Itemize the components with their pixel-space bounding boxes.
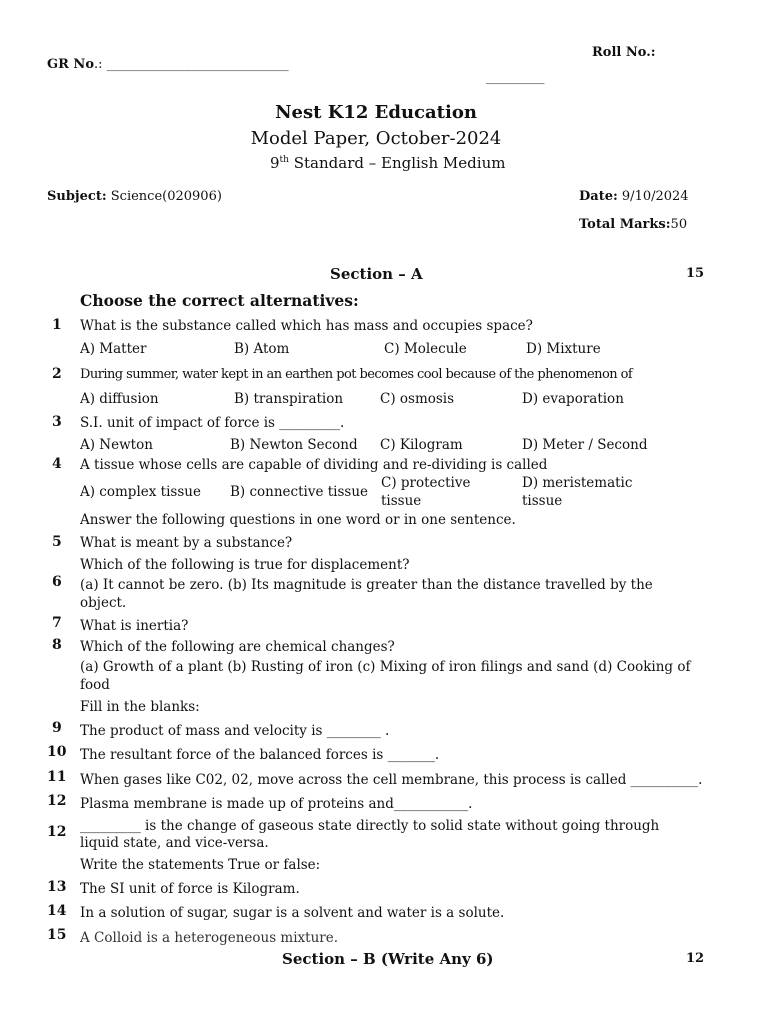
question-text: What is inertia? (80, 618, 189, 634)
roll-no-label: Roll No.: (592, 45, 656, 60)
question-text: The SI unit of force is Kilogram. (80, 881, 300, 897)
standard-text: Standard – English Medium (288, 154, 506, 172)
question-text: During summer, water kept in an earthen pot becomes cool because of the phenomenon of (80, 367, 633, 382)
roll-no-blank: _________ (486, 70, 545, 85)
question-number: 13 (47, 879, 67, 895)
option: A) diffusion (80, 391, 159, 407)
standard-suffix: th (279, 155, 289, 165)
gr-no-label: GR No (47, 57, 94, 72)
option: C) Kilogram (380, 437, 463, 453)
option: B) transpiration (234, 391, 344, 407)
question-number: 7 (52, 615, 62, 631)
date-value: 9/10/2024 (617, 189, 689, 204)
option: B) Newton Second (230, 437, 358, 453)
option-continued: tissue (381, 493, 422, 509)
question-text: A tissue whose cells are capable of dividing and re-dividing is called (80, 457, 548, 473)
question-number: 12 (47, 824, 67, 840)
question-number: 14 (47, 903, 67, 919)
question-text: object. (80, 595, 127, 611)
date (579, 189, 689, 204)
question-number: 1 (52, 317, 62, 333)
standard-number: 9 (270, 154, 280, 172)
question-text: S.I. unit of impact of force is _________. (80, 415, 345, 431)
question-number: 8 (52, 637, 62, 653)
subject (47, 189, 222, 204)
question-text: What is meant by a substance? (80, 535, 293, 551)
question-text: In a solution of sugar, sugar is a solvent and water is a solute. (80, 905, 505, 921)
question-text: Plasma membrane is made up of proteins and___________. (80, 796, 473, 812)
question-text: The resultant force of the balanced forces is _______. (80, 747, 440, 763)
fill-instruction: Fill in the blanks: (80, 699, 200, 715)
question-number: 2 (52, 366, 62, 382)
question-text: liquid state, and vice-versa. (80, 835, 269, 851)
option: D) Mixture (526, 341, 601, 357)
option: D) Meter / Second (522, 437, 648, 453)
question-number: 12 (47, 793, 67, 809)
question-text: When gases like C02, 02, move across the cell membrane, this process is called __________. (80, 772, 703, 788)
option: B) connective tissue (230, 484, 369, 500)
question-number: 3 (52, 414, 62, 430)
option: D) meristematic (522, 475, 633, 491)
question-number: 9 (52, 720, 62, 736)
section-a-instruction: Choose the correct alternatives: (80, 291, 359, 310)
option: C) osmosis (380, 391, 455, 407)
subject-label: Subject: (47, 189, 107, 204)
question-number: 5 (52, 534, 62, 550)
question-text: food (80, 677, 110, 693)
total-marks-value: 50 (670, 217, 688, 232)
gr-no-blank: .: ____________________________ (94, 57, 289, 72)
section-a-title: Section – A (330, 265, 423, 283)
paper-title: Model Paper, October-2024 (250, 128, 502, 149)
date-label: Date: (579, 189, 618, 204)
question-number: 15 (47, 927, 67, 943)
question-number: 4 (52, 456, 62, 472)
school-name: Nest K12 Education (275, 102, 477, 123)
section-b-title: Section – B (Write Any 6) (282, 950, 494, 968)
question-number: 6 (52, 574, 62, 590)
option: D) evaporation (522, 391, 624, 407)
true-false-instruction: Write the statements True or false: (80, 857, 321, 873)
question-text: (a) It cannot be zero. (b) Its magnitude is greater than the distance travelled by the (80, 577, 653, 593)
section-b-marks: 12 (686, 951, 705, 966)
option: C) protective (381, 475, 471, 491)
section-a-marks: 15 (686, 266, 705, 281)
standard-line (270, 154, 505, 172)
total-marks (579, 217, 687, 232)
question-text: Which of the following are chemical changes? (80, 639, 395, 655)
question-text: _________ is the change of gaseous state directly to solid state without going through (80, 818, 660, 834)
option-continued: tissue (522, 493, 563, 509)
question-number: 10 (47, 744, 67, 760)
option: A) Newton (80, 437, 153, 453)
option: B) Atom (234, 341, 290, 357)
one-word-instruction: Answer the following questions in one word or in one sentence. (80, 512, 516, 528)
question-text: Which of the following is true for displacement? (80, 557, 410, 573)
question-text: The product of mass and velocity is ________ . (80, 723, 390, 739)
question-text: (a) Growth of a plant (b) Rusting of iron (c) Mixing of iron filings and sand (d) Cooking of (80, 659, 691, 675)
question-text: What is the substance called which has mass and occupies space? (80, 318, 533, 334)
total-marks-label: Total Marks: (579, 217, 671, 232)
option: A) Matter (80, 341, 147, 357)
question-number: 11 (47, 769, 67, 785)
gr-no (47, 57, 289, 72)
subject-value: Science(020906) (106, 189, 222, 204)
option: C) Molecule (384, 341, 467, 357)
option: A) complex tissue (80, 484, 201, 500)
question-text: A Colloid is a heterogeneous mixture. (80, 930, 339, 946)
